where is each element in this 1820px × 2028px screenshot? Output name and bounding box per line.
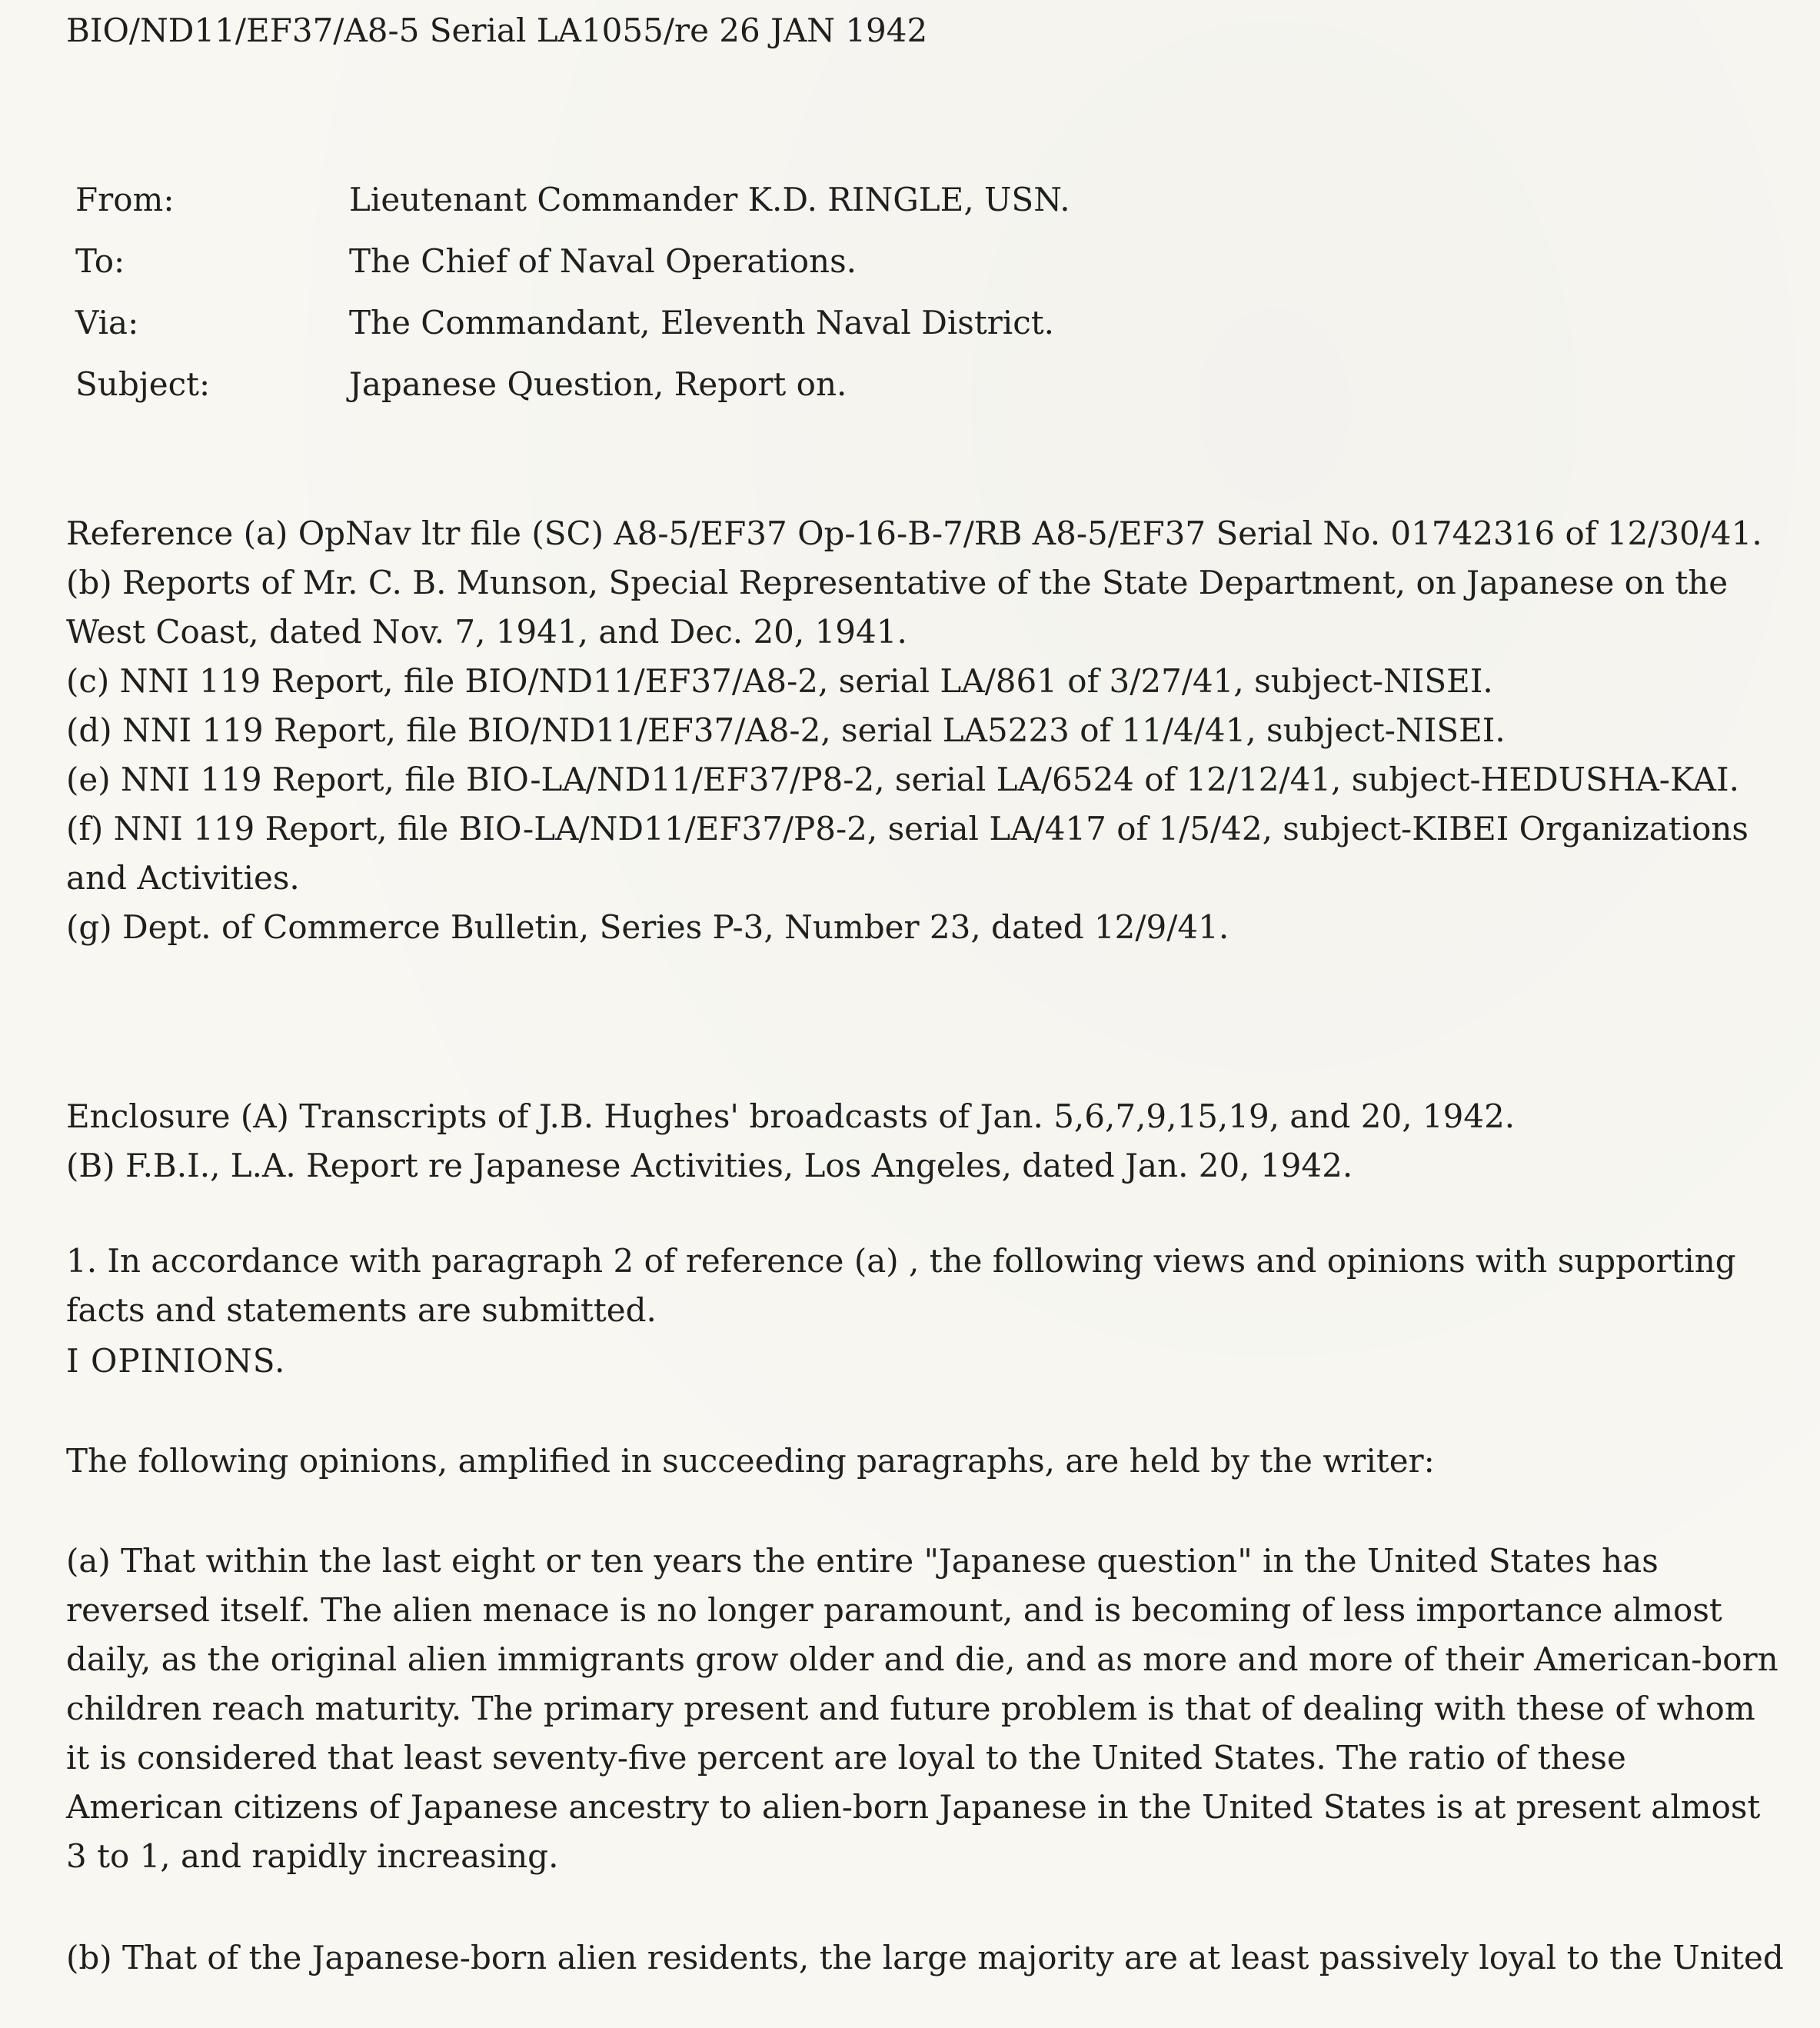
memo-label-via: Via:	[75, 304, 139, 341]
memo-value-via: The Commandant, Eleventh Naval District.	[349, 304, 1054, 341]
memo-header	[75, 169, 1070, 415]
reference-d: (d) NNI 119 Report, file BIO/ND11/EF37/A8-2, serial LA5223 of 11/4/41, subject-NISEI.	[66, 711, 1506, 749]
reference-f: (f) NNI 119 Report, file BIO-LA/ND11/EF37/P8-2, serial LA/417 of 1/5/42, subject-KIBEI Organizations and Activities.	[66, 810, 1748, 897]
reference-c: (c) NNI 119 Report, file BIO/ND11/EF37/A8-2, serial LA/861 of 3/27/41, subject-NISEI.	[66, 662, 1493, 700]
paragraph-1-text: 1. In accordance with paragraph 2 of reference (a) , the following views and opinions with supporting facts and statements are submitted.	[66, 1242, 1736, 1329]
opinion-a-text: (a) That within the last eight or ten years the entire "Japanese question" in the United States has reversed itself. The alien menace is no longer paramount, and is becoming of less importance almost daily, as the original alien immigrants grow older and die, and as more and more of their American-born children reach maturity. The primary present and future problem is that of dealing with these of whom it is considered that least seventy-five percent are loyal to the United States. The ratio of these American citizens of Japanese ancestry to alien-born Japanese in the United States is at present almost 3 to 1, and rapidly increasing.	[66, 1542, 1778, 1875]
memo-value-to: The Chief of Naval Operations.	[349, 242, 857, 280]
opinion-a	[66, 1537, 1788, 1881]
memo-row-from	[75, 169, 1070, 231]
serial-line: BIO/ND11/EF37/A8-5 Serial LA1055/re 26 JAN 1942	[66, 12, 928, 49]
paragraph-1	[66, 1237, 1788, 1335]
enclosures-list	[66, 1092, 1788, 1190]
references-list	[66, 509, 1788, 952]
reference-g: (g) Dept. of Commerce Bulletin, Series P-3, Number 23, dated 12/9/41.	[66, 908, 1229, 946]
reference-b: (b) Reports of Mr. C. B. Munson, Special Representative of the State Department, on Japanese on the West Coast, dated Nov. 7, 1941, and Dec. 20, 1941.	[66, 564, 1729, 651]
memo-label-from: From:	[75, 181, 175, 218]
memo-value-from: Lieutenant Commander K.D. RINGLE, USN.	[349, 181, 1070, 218]
opinion-b	[66, 1933, 1788, 1983]
reference-a: Reference (a) OpNav ltr file (SC) A8-5/EF37 Op-16-B-7/RB A8-5/EF37 Serial No. 01742316 of 12/30/41.	[66, 514, 1762, 552]
enclosure-a: Enclosure (A) Transcripts of J.B. Hughes' broadcasts of Jan. 5,6,7,9,15,19, and 20, 1942.	[66, 1097, 1516, 1135]
opinions-intro	[66, 1437, 1788, 1486]
section-heading	[66, 1337, 1788, 1386]
memo-row-subject	[75, 354, 1070, 415]
memo-row-to	[75, 231, 1070, 292]
memo-label-to: To:	[75, 242, 125, 280]
enclosure-b: (B) F.B.I., L.A. Report re Japanese Activities, Los Angeles, dated Jan. 20, 1942.	[66, 1147, 1353, 1184]
memo-row-via	[75, 292, 1070, 354]
opinions-intro-text: The following opinions, amplified in succeeding paragraphs, are held by the writer:	[66, 1442, 1435, 1480]
section-heading-text: I OPINIONS.	[66, 1342, 286, 1380]
reference-e: (e) NNI 119 Report, file BIO-LA/ND11/EF37/P8-2, serial LA/6524 of 12/12/41, subject-HEDUSHA-KAI.	[66, 761, 1739, 798]
opinion-b-text: (b) That of the Japanese-born alien residents, the large majority are at least passively loyal to the United	[66, 1939, 1784, 1976]
memo-label-subject: Subject:	[75, 365, 211, 403]
memo-value-subject: Japanese Question, Report on.	[349, 365, 847, 403]
